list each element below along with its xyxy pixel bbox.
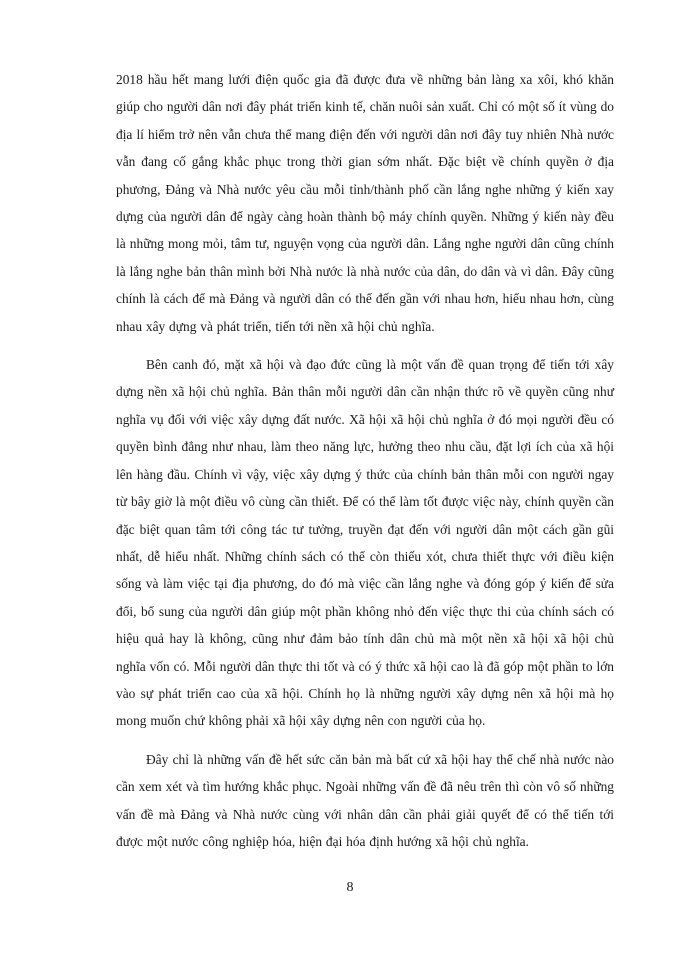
paragraph-2: Bên canh đó, mặt xã hội và đạo đức cũng là một vấn đề quan trọng để tiến tới xây dựng nền xã hội chủ nghĩa. Bản thân mỗi người dân cần nhận thức rõ về quyền cũng như nghĩa vụ đối với việc xây dựng đất nước. Xã hội xã hội chủ nghĩa ở đó mọi người đều có quyền bình đẳng như nhau, làm theo năng lực, hưởng theo nhu cầu, đặt lợi ích của xã hội lên hàng đầu. Chính vì vậy, việc xây dựng ý thức của chính bản thân mỗi con người ngay từ bây giờ là một điều vô cùng cần thiết. Để có thể làm tốt được việc này, chính quyền cần đặc biệt quan tâm tới công tác tư tưởng, truyền đạt đến với người dân một cách gần gũi nhất, dễ hiểu nhất. Những chính sách có thể còn thiếu xót, chưa thiết thực với điều kiện sống và làm việc tại địa phương, do đó mà việc cần lắng nghe và đóng góp ý kiến để sửa đổi, bổ sung của người dân giúp một phần không nhỏ đến việc thực thi của chính sách có hiệu quả hay là không, cũng như đảm bảo tính dân chủ mà một nền xã hội xã hội chủ nghĩa vốn có. Mỗi người dân thực thi tốt và có ý thức xã hội cao là đã góp một phần to lớn vào sự phát triển cao của xã hội. Chính họ là những người xây dựng nên xã hội mà họ mong muốn chứ không phải xã hội xây dựng nên con người của họ. [116,357,614,729]
document-page [116,66,614,855]
paragraph-3: Đây chỉ là những vấn đề hết sức căn bản mà bất cứ xã hội hay thể chế nhà nước nào cần xem xét và tìm hướng khắc phục. Ngoài những vấn đề đã nêu trên thì còn vô số những vấn đề mà Đảng và Nhà nước cùng với nhân dân cần phải giải quyết để có thể tiến tới được một nước công nghiệp hóa, hiện đại hóa định hướng xã hội chủ nghĩa. [116,751,614,849]
page-number: 8 [346,880,354,895]
paragraph-1: 2018 hầu hết mang lưới điện quốc gia đã được đưa về những bản làng xa xôi, khó khăn giúp cho người dân nơi đây phát triển kinh tế, chăn nuôi sản xuất. Chỉ có một số ít vùng do địa lí hiểm trở nên vẫn chưa thể mang điện đến với người dân nơi đây tuy nhiên Nhà nước vẫn đang cố gắng khắc phục trong thời gian sớm nhất. Đặc biệt về chính quyền ở địa phương, Đảng và Nhà nước yêu cầu mỗi tỉnh/thành phố cần lắng nghe những ý kiến xay dựng của người dân để ngày càng hoàn thành bộ máy chính quyền. Những ý kiến này đều là những mong mỏi, tâm tư, nguyện vọng của người dân. Lắng nghe người dân cũng chính là lắng nghe bản thân mình bởi Nhà nước là nhà nước của dân, do dân và vì dân. Đây cũng chính là cách để mà Đảng và người dân có thể đến gần với nhau hơn, hiểu nhau hơn, cùng nhau xây dựng và phát triển, tiến tới nền xã hội chủ nghĩa. [116,72,614,334]
